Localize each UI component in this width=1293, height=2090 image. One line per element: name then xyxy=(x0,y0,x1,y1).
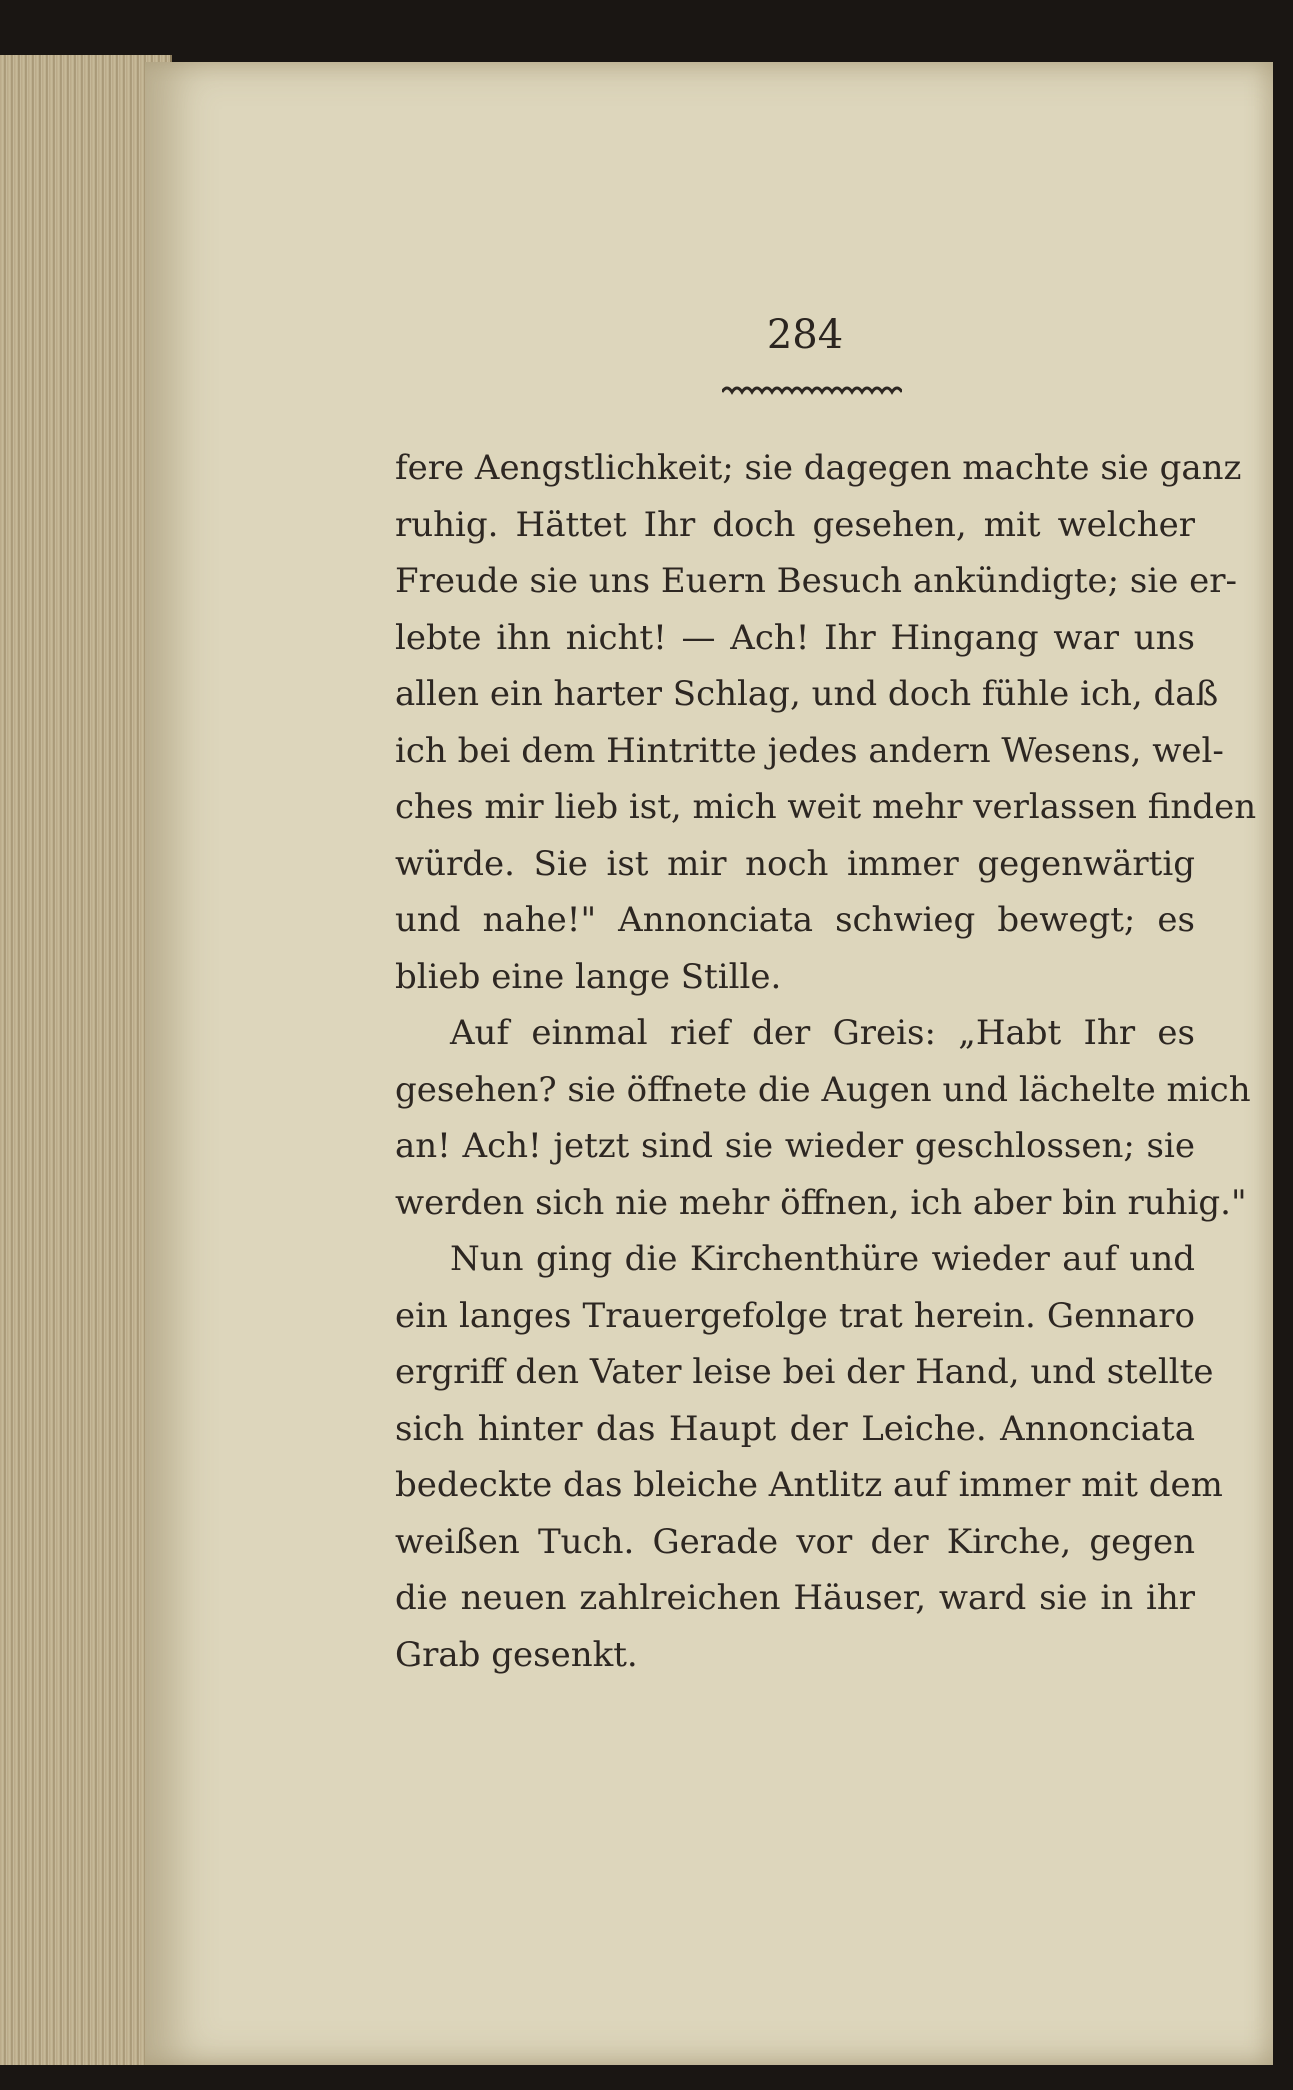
text-line: an! Ach! jetzt sind sie wieder geschlossen; sie xyxy=(395,1126,1195,1166)
text-line: die neuen zahlreichen Häuser, ward sie in ihr xyxy=(395,1578,1195,1618)
text-line: bedeckte das bleiche Antlitz auf immer mit dem xyxy=(395,1465,1223,1505)
text-line: ich bei dem Hintritte jedes andern Wesens, wel- xyxy=(395,730,1224,771)
text-line: und nahe!" Annonciata schwieg bewegt; es xyxy=(395,900,1195,940)
text-line: lebte ihn nicht! — Ach! Ihr Hingang war uns xyxy=(395,617,1195,658)
text-line: fere Aengstlichkeit; sie dagegen machte sie ganz xyxy=(395,448,1242,488)
body-text xyxy=(395,440,1257,1683)
text-line: würde. Sie ist mir noch immer gegenwärtig xyxy=(395,843,1195,884)
page-number: 284 xyxy=(766,312,844,358)
text-line: ches mir lieb ist, mich weit mehr verlassen finden xyxy=(395,787,1257,827)
wavy-rule-ornament-icon xyxy=(722,382,902,396)
text-line: sich hinter das Haupt der Leiche. Annonciata xyxy=(395,1408,1195,1449)
text-line: ein langes Trauergefolge trat herein. Gennaro xyxy=(395,1295,1195,1336)
text-line: ergriff den Vater leise bei der Hand, und stellte xyxy=(395,1352,1214,1392)
text-line: Auf einmal rief der Greis: „Habt Ihr es xyxy=(450,1013,1195,1053)
text-line: werden sich nie mehr öffnen, ich aber bin ruhig." xyxy=(395,1182,1247,1223)
text-line: allen ein harter Schlag, und doch fühle ich, daß xyxy=(395,674,1219,714)
text-line: blieb eine lange Stille. xyxy=(395,956,782,997)
text-line: Nun ging die Kirchenthüre wieder auf und xyxy=(450,1239,1195,1279)
text-line: Freude sie uns Euern Besuch ankündigte; sie er- xyxy=(395,561,1237,601)
text-line: ruhig. Hättet Ihr doch gesehen, mit welcher xyxy=(395,504,1195,545)
text-line: Grab gesenkt. xyxy=(395,1634,638,1675)
text-line: weißen Tuch. Gerade vor der Kirche, gegen xyxy=(395,1521,1195,1562)
text-line: gesehen? sie öffnete die Augen und lächelte mich xyxy=(395,1069,1251,1110)
